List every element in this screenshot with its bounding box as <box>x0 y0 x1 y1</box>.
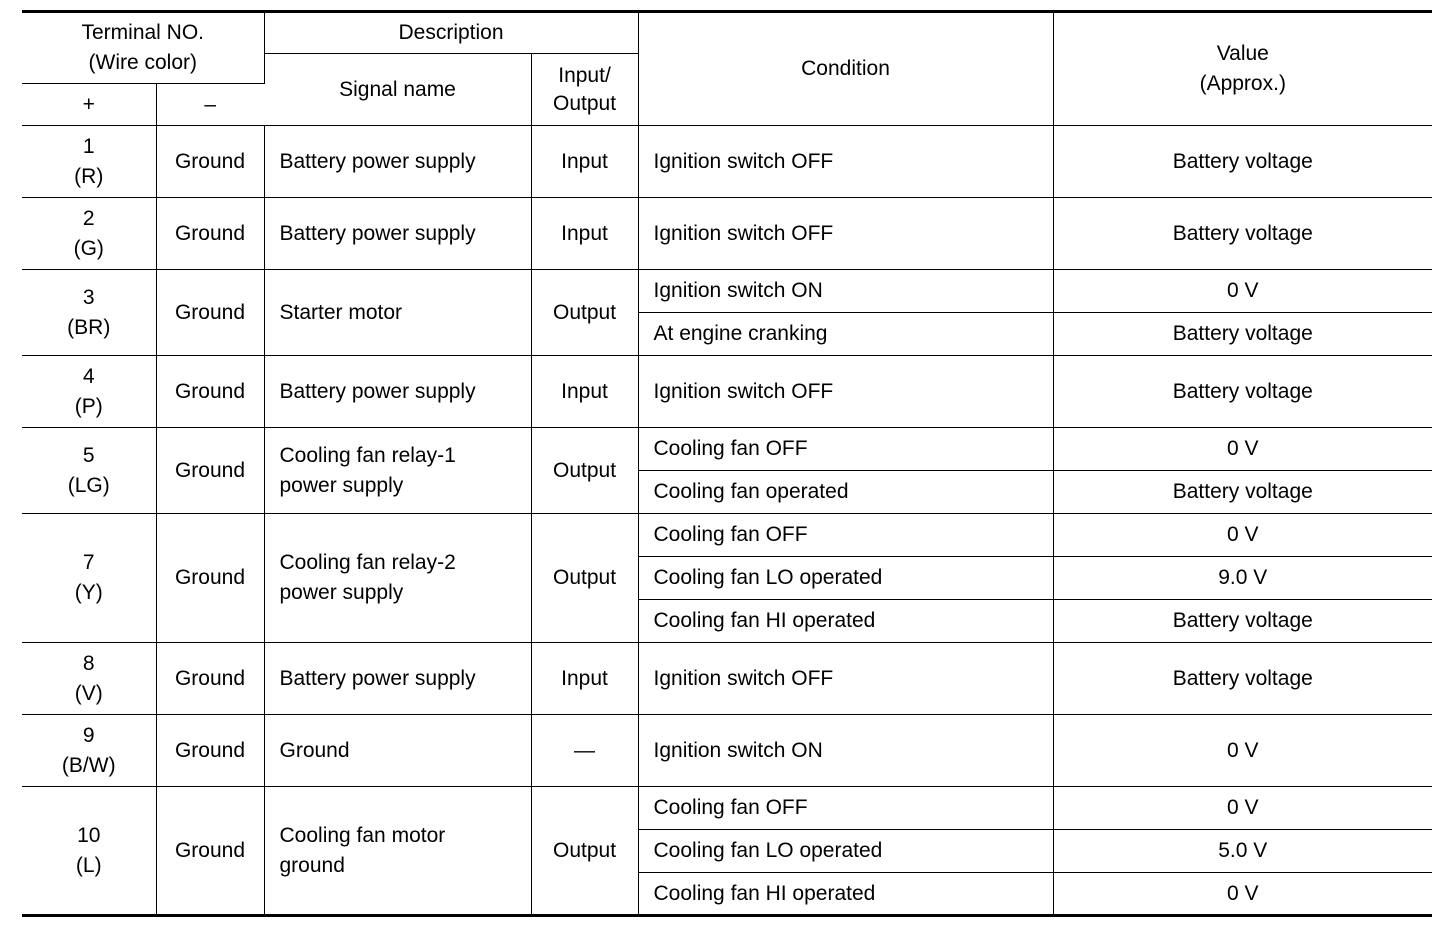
terminal-spec-table <box>22 10 1432 917</box>
signal-name-line: Ground <box>279 738 350 762</box>
ground-cell: Ground <box>156 787 264 916</box>
signal-name-cell <box>264 643 531 715</box>
condition-cell: Ignition switch OFF <box>638 126 1053 198</box>
value-cell: 0 V <box>1053 715 1432 787</box>
input-output-cell: Output <box>531 270 638 356</box>
value-cell: 0 V <box>1053 514 1432 557</box>
signal-name-cell <box>264 126 531 198</box>
signal-name-cell <box>264 428 531 514</box>
terminal-number: 7 <box>82 551 95 574</box>
terminal-spec-body <box>22 126 1432 916</box>
table-row <box>22 514 1432 557</box>
condition-cell: Ignition switch OFF <box>638 198 1053 270</box>
terminal-cell <box>22 428 156 514</box>
terminal-cell <box>22 787 156 916</box>
value-cell: 0 V <box>1053 787 1432 830</box>
table-row <box>22 715 1432 787</box>
signal-name-cell <box>264 715 531 787</box>
signal-name-line: Cooling fan motor <box>279 823 446 847</box>
terminal-number: 9 <box>82 723 95 747</box>
input-output-cell: Input <box>531 356 638 428</box>
condition-cell: Ignition switch OFF <box>638 356 1053 428</box>
value-cell: Battery voltage <box>1053 356 1432 428</box>
condition-cell: Cooling fan HI operated <box>638 873 1053 916</box>
wire-color: (BR) <box>67 315 111 339</box>
value-cell: 0 V <box>1053 873 1432 916</box>
terminal-number: 8 <box>82 651 95 675</box>
terminal-number: 4 <box>82 364 95 388</box>
condition-cell: Ignition switch ON <box>638 270 1053 313</box>
header-value-label: Value <box>1216 42 1269 65</box>
condition-cell: At engine cranking <box>638 313 1053 356</box>
signal-name-line: power supply <box>279 473 404 497</box>
value-cell: Battery voltage <box>1053 313 1432 356</box>
terminal-number: 10 <box>77 823 101 847</box>
header-minus: – <box>156 84 264 126</box>
condition-cell: Cooling fan OFF <box>638 514 1053 557</box>
wire-color: (LG) <box>67 473 110 497</box>
signal-name-line: Battery power supply <box>279 666 476 690</box>
wire-color: (B/W) <box>61 753 116 777</box>
condition-cell: Ignition switch ON <box>638 715 1053 787</box>
condition-cell: Cooling fan LO operated <box>638 830 1053 873</box>
condition-cell: Ignition switch OFF <box>638 643 1053 715</box>
input-output-cell: Input <box>531 198 638 270</box>
terminal-number: 1 <box>82 134 95 158</box>
condition-cell: Cooling fan LO operated <box>638 557 1053 600</box>
terminal-cell <box>22 270 156 356</box>
value-cell: Battery voltage <box>1053 198 1432 270</box>
header-signal-name: Signal name <box>264 54 531 126</box>
header-input-output <box>531 54 638 126</box>
ground-cell: Ground <box>156 643 264 715</box>
header-approx-label: (Approx.) <box>1199 72 1286 95</box>
wire-color: (Y) <box>74 581 103 604</box>
value-cell: Battery voltage <box>1053 600 1432 643</box>
terminal-number: 2 <box>82 206 95 230</box>
header-terminal-no <box>22 12 264 84</box>
signal-name-cell <box>264 198 531 270</box>
signal-name-cell <box>264 356 531 428</box>
ground-cell: Ground <box>156 715 264 787</box>
header-condition: Condition <box>638 12 1053 126</box>
signal-name-line: Cooling fan relay-2 <box>279 551 456 574</box>
wire-color: (R) <box>74 164 104 188</box>
signal-name-cell <box>264 270 531 356</box>
signal-name-line: ground <box>279 853 345 877</box>
terminal-spec-table-container <box>22 10 1432 917</box>
wire-color: (V) <box>74 681 103 705</box>
ground-cell: Ground <box>156 356 264 428</box>
header-output-label: Output <box>552 91 617 115</box>
terminal-cell <box>22 643 156 715</box>
signal-name-line: power supply <box>279 581 404 604</box>
input-output-cell: Output <box>531 514 638 643</box>
table-row <box>22 356 1432 428</box>
terminal-number: 5 <box>82 443 95 467</box>
ground-cell: Ground <box>156 428 264 514</box>
header-value <box>1053 12 1432 126</box>
value-cell: Battery voltage <box>1053 471 1432 514</box>
ground-cell: Ground <box>156 270 264 356</box>
signal-name-line: Battery power supply <box>279 379 476 403</box>
signal-name-line: Battery power supply <box>279 149 476 173</box>
signal-name-cell <box>264 787 531 916</box>
input-output-cell: Input <box>531 643 638 715</box>
signal-name-line: Cooling fan relay-1 <box>279 443 456 467</box>
wire-color: (G) <box>73 236 104 260</box>
table-row <box>22 198 1432 270</box>
terminal-cell <box>22 356 156 428</box>
table-row <box>22 643 1432 715</box>
value-cell: 0 V <box>1053 270 1432 313</box>
terminal-cell <box>22 514 156 643</box>
value-cell: Battery voltage <box>1053 643 1432 715</box>
terminal-cell <box>22 126 156 198</box>
table-row <box>22 787 1432 830</box>
table-row <box>22 428 1432 471</box>
header-input-label: Input/ <box>558 63 611 87</box>
ground-cell: Ground <box>156 198 264 270</box>
value-cell: Battery voltage <box>1053 126 1432 198</box>
terminal-cell <box>22 715 156 787</box>
header-terminal-no-label: Terminal NO. <box>81 21 205 44</box>
ground-cell: Ground <box>156 514 264 643</box>
input-output-cell: — <box>531 715 638 787</box>
wire-color: (L) <box>75 853 102 877</box>
header-plus: + <box>22 84 156 126</box>
signal-name-line: Battery power supply <box>279 221 476 245</box>
terminal-number: 3 <box>82 285 95 309</box>
condition-cell: Cooling fan OFF <box>638 428 1053 471</box>
value-cell: 5.0 V <box>1053 830 1432 873</box>
ground-cell: Ground <box>156 126 264 198</box>
header-wire-color-label: (Wire color) <box>88 51 197 74</box>
terminal-cell <box>22 198 156 270</box>
wire-color: (P) <box>74 394 103 418</box>
value-cell: 0 V <box>1053 428 1432 471</box>
table-row <box>22 126 1432 198</box>
input-output-cell: Input <box>531 126 638 198</box>
table-row <box>22 270 1432 313</box>
condition-cell: Cooling fan OFF <box>638 787 1053 830</box>
condition-cell: Cooling fan HI operated <box>638 600 1053 643</box>
signal-name-line: Starter motor <box>279 300 403 324</box>
condition-cell: Cooling fan operated <box>638 471 1053 514</box>
header-description: Description <box>264 12 638 54</box>
input-output-cell: Output <box>531 787 638 916</box>
value-cell: 9.0 V <box>1053 557 1432 600</box>
input-output-cell: Output <box>531 428 638 514</box>
signal-name-cell <box>264 514 531 643</box>
